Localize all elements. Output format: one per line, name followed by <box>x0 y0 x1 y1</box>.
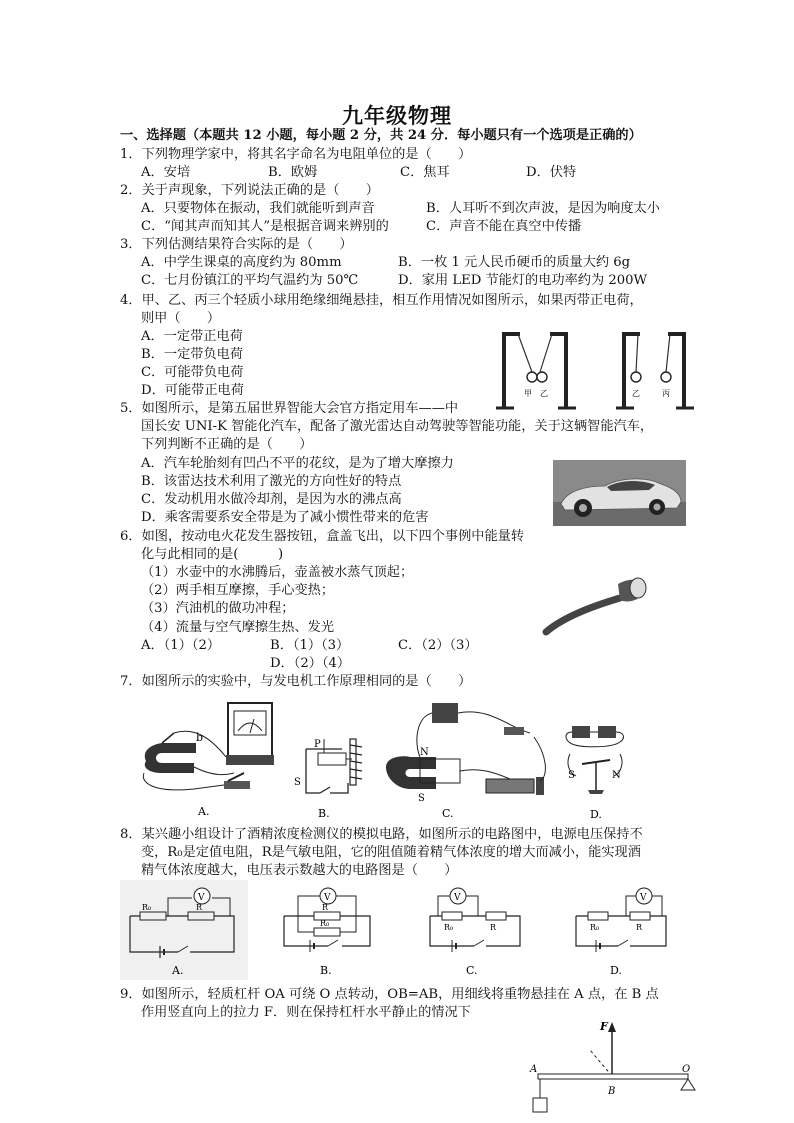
q5-option-c[interactable]: C．发动机用水做冷却剂，是因为水的沸点高 <box>141 492 402 507</box>
q7-figure-d-compass <box>562 720 642 820</box>
q8-fig-c-label: C. <box>466 964 478 977</box>
q9-stem-cont: 作用竖直向上的拉力 F．则在保持杠杆水平静止的情况下 <box>141 1005 471 1020</box>
q4-label-yi-2: 乙 <box>632 389 640 398</box>
q1-stem: 1．下列物理学家中，将其名字命名为电阻单位的是（ ） <box>120 147 472 162</box>
q4-figure-balls <box>490 326 700 412</box>
q9-label-b: B <box>608 1086 616 1097</box>
q6-spark-generator-figure <box>540 572 670 642</box>
q2-stem: 2．关于声现象，下列说法正确的是（ ） <box>120 183 379 198</box>
q3-option-a[interactable]: A．中学生课桌的高度约为 80mm <box>141 255 342 270</box>
q7-mark-s-d: S <box>568 770 575 781</box>
q7-stem: 7．如图所示的实验中，与发电机工作原理相同的是（ ） <box>120 674 472 689</box>
q6-option-d[interactable]: D．（2）（4） <box>270 656 351 671</box>
q7-figure-c-magnet <box>380 697 550 821</box>
q8-c-r0: R₀ <box>444 923 454 932</box>
q8-circuit-a <box>120 880 248 980</box>
q7-mark-b: b <box>196 731 204 744</box>
q8-d-r: R <box>636 923 643 932</box>
q5-car-photo <box>553 460 686 526</box>
q4-stem-cont: 则甲（ ） <box>141 311 221 326</box>
q4-stem: 4．甲、乙、丙三个轻质小球用绝缘细绳悬挂，相互作用情况如图所示，如果丙带正电荷， <box>120 293 643 308</box>
q3-option-d[interactable]: D．家用 LED 节能灯的电功率约为 200W <box>398 273 648 288</box>
q8-stem-cont-2: 精气体浓度越大，电压表示数越大的电路图是（ ） <box>141 863 458 878</box>
q4-label-jia: 甲 <box>524 389 532 398</box>
q4-option-a[interactable]: A．一定带正电荷 <box>141 329 243 344</box>
q8-c-voltmeter: V <box>454 893 461 903</box>
q5-option-b[interactable]: B．该雷达技术利用了激光的方向性好的特点 <box>141 474 402 489</box>
q7-fig-c-label: C. <box>442 807 454 820</box>
q7-fig-a-label: A. <box>198 805 210 818</box>
q7-fig-b-label: B. <box>318 807 330 820</box>
q5-stem-cont-2: 下列判断不正确的是（ ） <box>141 437 313 452</box>
q5-stem-cont: 国长安 UNI-K 智能化汽车，配备了激光雷达自动驾驶等智能功能，关于这辆智能汽车， <box>141 419 654 434</box>
q5-option-a[interactable]: A．汽车轮胎刻有凹凸不平的花纹，是为了增大摩擦力 <box>141 456 454 471</box>
q8-circuit-c <box>420 880 530 980</box>
q6-option-b[interactable]: B．（1）（3） <box>270 638 350 653</box>
q3-option-b[interactable]: B．一枚 1 元人民币硬币的质量大约 6g <box>398 255 631 270</box>
q8-fig-b-label: B. <box>320 964 332 977</box>
q8-circuit-d <box>566 880 676 980</box>
q7-mark-n-d: N <box>612 770 621 781</box>
q6-item-2: （2）两手相互摩擦，手心变热； <box>141 583 335 598</box>
q6-option-a[interactable]: A．（1）（2） <box>141 638 221 653</box>
q9-label-o: O <box>682 1064 691 1075</box>
q4-label-yi: 乙 <box>540 389 548 398</box>
q2-option-c[interactable]: C．“闻其声而知其人”是根据音调来辨别的 <box>141 219 389 234</box>
q6-stem: 6．如图，按动电火花发生器按钮，盒盖飞出，以下四个事例中能量转 <box>120 529 525 544</box>
q7-figure-b-circuit <box>292 733 376 821</box>
q8-circuit-b <box>270 880 390 980</box>
q7-mark-s: S <box>294 777 301 788</box>
q8-fig-a-label: A. <box>172 964 184 977</box>
q6-item-1: （1）水壶中的水沸腾后，壶盖被水蒸气顶起； <box>141 565 414 580</box>
q7-figure-a-motor <box>134 697 284 819</box>
q1-option-c[interactable]: C．焦耳 <box>400 165 450 180</box>
q7-mark-n: N <box>420 747 429 758</box>
q8-a-voltmeter: V <box>198 893 205 903</box>
q8-stem-cont: 变，R₀是定值电阻，R是气敏电阻，它的阻值随着精气体浓度的增大而减小，能实现酒 <box>141 845 641 860</box>
q8-d-r0: R₀ <box>590 923 600 932</box>
section-heading: 一、选择题（本题共 12 小题，每小题 2 分，共 24 分．每小题只有一个选项是正确的） <box>120 128 642 143</box>
q7-mark-p: P <box>314 739 321 750</box>
q6-item-3: （3）汽油机的做功冲程； <box>141 601 295 616</box>
q8-b-r0: R₀ <box>320 919 330 928</box>
q9-stem: 9．如图所示，轻质杠杆 OA 可绕 O 点转动，OB=AB，用细线将重物悬挂在 A 点，在 B 点 <box>120 987 659 1002</box>
q1-option-a[interactable]: A．安培 <box>141 165 191 180</box>
q4-option-b[interactable]: B．一定带负电荷 <box>141 347 244 362</box>
q2-option-b[interactable]: B．人耳听不到次声波，是因为响度太小 <box>426 201 660 216</box>
q8-a-r: R <box>196 903 203 912</box>
q6-option-c[interactable]: C．（2）（3） <box>398 638 478 653</box>
q8-fig-d-label: D. <box>610 964 622 977</box>
q4-option-d[interactable]: D．可能带正电荷 <box>141 383 244 398</box>
page-title: 九年级物理 <box>342 103 452 128</box>
q8-stem: 8．某兴趣小组设计了酒精浓度检测仪的模拟电路，如图所示的电路图中，电源电压保持不 <box>120 827 643 842</box>
q5-stem: 5．如图所示，是第五届世界智能大会官方指定用车——中 <box>120 401 459 416</box>
q7-mark-s-c: S <box>418 793 425 804</box>
q1-option-d[interactable]: D．伏特 <box>526 165 577 180</box>
q6-stem-cont: 化与此相同的是( ) <box>141 547 284 562</box>
q9-lever-figure <box>526 1018 700 1118</box>
q6-item-4: （4）流量与空气摩擦生热、发光 <box>141 620 335 635</box>
q9-label-f: F <box>600 1020 608 1033</box>
q3-stem: 3．下列估测结果符合实际的是（ ） <box>120 237 353 252</box>
q8-a-r0: R₀ <box>142 903 152 912</box>
q4-label-bing: 丙 <box>662 389 670 398</box>
q4-option-c[interactable]: C．可能带负电荷 <box>141 365 244 380</box>
q2-option-a[interactable]: A．只要物体在振动，我们就能听到声音 <box>141 201 375 216</box>
q5-option-d[interactable]: D．乘客需要系安全带是为了减小惯性带来的危害 <box>141 510 429 525</box>
q8-d-voltmeter: V <box>640 893 647 903</box>
q2-option-d[interactable]: C．声音不能在真空中传播 <box>426 219 582 234</box>
q9-label-a: A <box>530 1064 538 1075</box>
q8-b-voltmeter: V <box>324 893 331 903</box>
q1-option-b[interactable]: B．欧姆 <box>268 165 318 180</box>
q3-option-c[interactable]: C．七月份镇江的平均气温约为 50℃ <box>141 273 359 288</box>
q8-c-r: R <box>490 923 497 932</box>
q7-fig-d-label: D. <box>590 808 602 820</box>
q8-b-r: R <box>322 903 329 912</box>
